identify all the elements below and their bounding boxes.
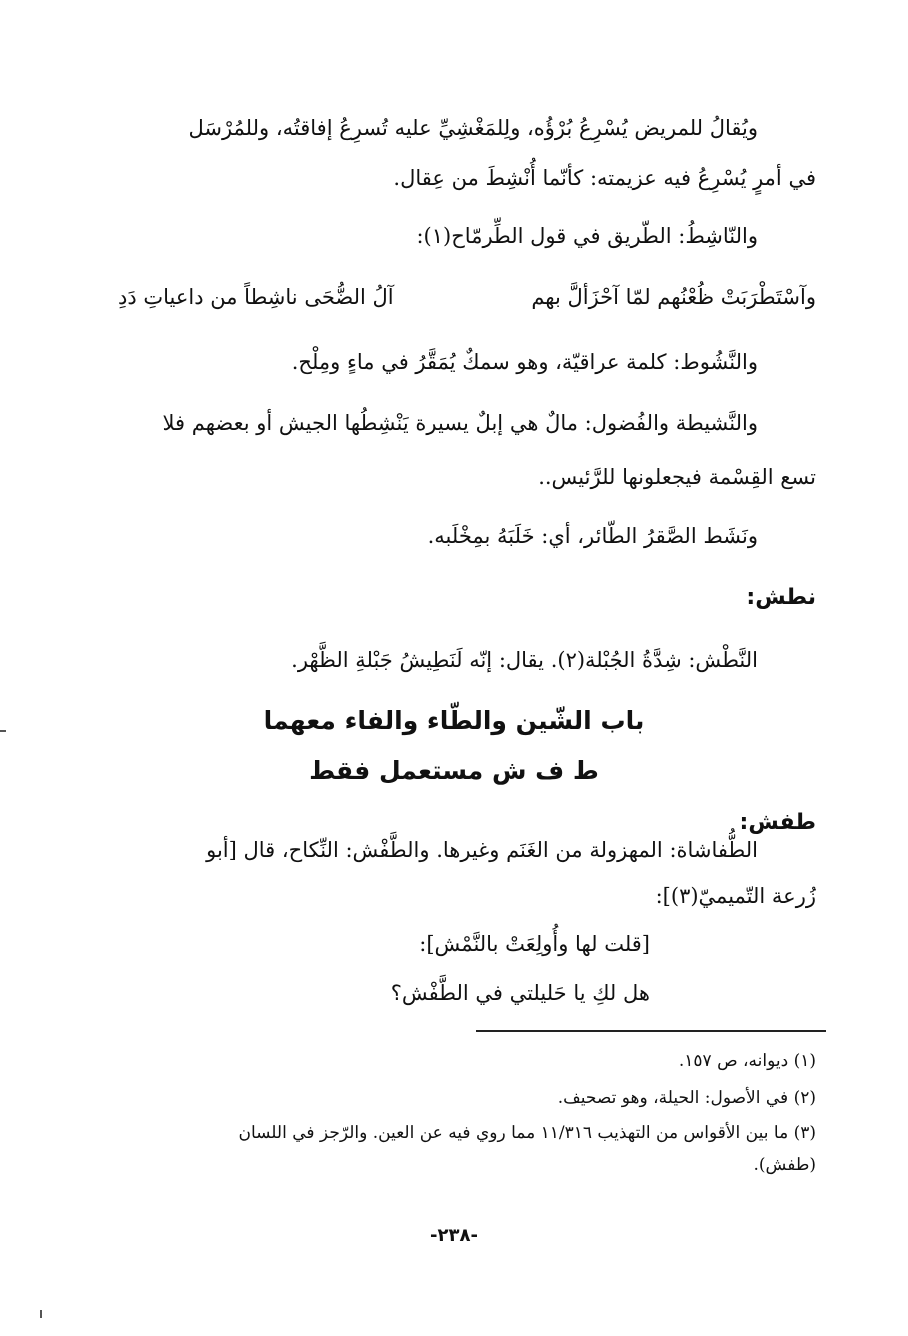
- entry-heading-tafash: طفش:: [739, 810, 816, 835]
- verse-1-first-hemistich: وآسْتَطْرَبَتْ ظُعْنُهم لمّا آحْزَألَّ بهم: [531, 285, 816, 309]
- entry-heading-natash: نطش:: [746, 585, 816, 610]
- chapter-title: باب الشّين والطّاء والفاء معهما: [263, 706, 645, 735]
- footnote-3-line-2: (طفش).: [753, 1155, 816, 1175]
- footnote-1: (١) ديوانه، ص ١٥٧.: [678, 1051, 816, 1071]
- paragraph-5: ونَشَط الصَّقرُ الطّائر، أي: خَلَبَهُ بمِخْلَبه.: [427, 524, 758, 548]
- paragraph-4-line-1: والنَّشيطة والفُضول: مالٌ هي إبلٌ يسيرة يَنْشِطُها الجيش أو بعضهم فلا: [162, 411, 758, 435]
- paragraph-6: النَّطْش: شِدَّةُ الجُبْلة(٢). يقال: إنّه لَنَطِيشُ جَبْلةِ الظَّهْر.: [291, 648, 758, 672]
- verse-2-line-2: هل لكِ يا حَليلتي في الطَّفْش؟: [390, 981, 650, 1005]
- paragraph-3: والنَّشُوط: كلمة عراقيّة، وهو سمكٌ يُمَقَّرُ في ماءٍ ومِلْح.: [291, 350, 758, 374]
- chapter-subtitle: ط ف ش مستعمل فقط: [309, 756, 599, 785]
- footnote-separator: [476, 1030, 826, 1032]
- paragraph-2: والنّاشِطُ: الطّريق في قول الطِّرمّاح(١):: [416, 224, 758, 248]
- verse-1-second-hemistich: آلُ الضُّحَى ناشِطاً من داعياتِ دَدِ: [118, 285, 394, 309]
- footnote-3-line-1: (٣) ما بين الأقواس من التهذيب ١١/٣١٦ مما روي فيه عن العين. والرّجز في اللسان: [238, 1123, 816, 1143]
- paragraph-4-line-2: تسع القِسْمة فيجعلونها للرَّئيس..: [538, 465, 816, 489]
- paragraph-7-line-2: زُرعة التّميميّ(٣)]:: [655, 884, 816, 908]
- scan-margin-mark: [0, 730, 6, 732]
- page-number: -٢٣٨-: [430, 1225, 478, 1246]
- paragraph-1-line-2: في أمرٍ يُسْرِعُ فيه عزيمته: كأنّما أُنْشِطَ من عِقال.: [393, 166, 816, 190]
- paragraph-1-line-1: ويُقالُ للمريض يُسْرِعُ بُرْؤُه، ولِلمَغْشِيِّ عليه تُسرِعُ إفاقتُه، وللمُرْسَل: [188, 116, 758, 140]
- scan-margin-mark: [40, 1310, 42, 1318]
- verse-2-line-1: [قلت لها وأُولِعَتْ بالنَّمْش]:: [419, 932, 650, 956]
- footnote-2: (٢) في الأصول: الحيلة، وهو تصحيف.: [557, 1088, 816, 1108]
- paragraph-7-line-1: الطُّفاشاة: المهزولة من الغَنَم وغيرها. والطَّفْش: النِّكاح، قال [أبو: [206, 838, 758, 862]
